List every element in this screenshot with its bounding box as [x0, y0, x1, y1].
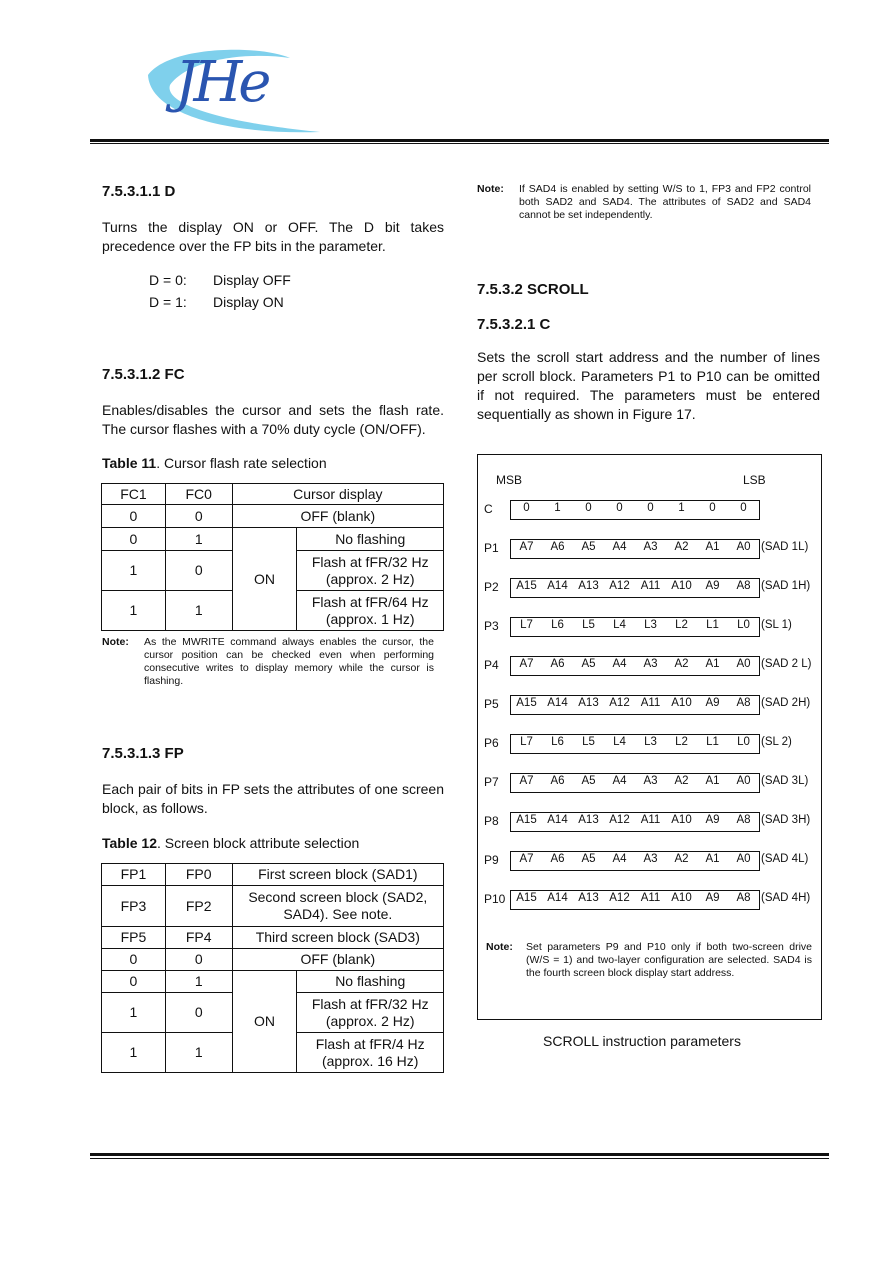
- bit-field: [510, 734, 760, 754]
- bit-field: [510, 500, 760, 520]
- bit-cell: A8: [736, 697, 751, 709]
- table-cell: FP0: [165, 864, 232, 886]
- table-11-label: Table 11: [102, 455, 157, 471]
- table-cell: FP4: [165, 927, 232, 949]
- footer-rule: [90, 1153, 829, 1156]
- bit-cell: A4: [612, 853, 627, 865]
- parameter-row: [478, 773, 821, 793]
- bit-cell: A7: [519, 658, 534, 670]
- bit-cell: A11: [640, 814, 661, 826]
- bit-cell: A2: [674, 775, 689, 787]
- table-row: [102, 864, 444, 886]
- table-cell: ON: [232, 528, 297, 631]
- bit-cell: A13: [578, 697, 599, 709]
- table-cell: 0: [165, 505, 232, 528]
- table-row: [102, 505, 444, 528]
- bit-cell: A14: [547, 814, 568, 826]
- table-cell: 1: [165, 591, 232, 631]
- table-12: [101, 863, 444, 1073]
- table-row: [102, 886, 444, 927]
- bit-cell: L0: [737, 619, 750, 631]
- parameter-row: [478, 656, 821, 676]
- bit-cell: A3: [643, 775, 658, 787]
- bit-cell: A2: [674, 541, 689, 553]
- parameter-row: [478, 851, 821, 871]
- lsb-label: LSB: [743, 473, 766, 487]
- bit-cell: A15: [516, 892, 537, 904]
- bit-cell: A1: [705, 658, 720, 670]
- bit-field: [510, 578, 760, 598]
- parameter-description: (SAD 3H): [761, 814, 811, 826]
- bit-cell: 0: [647, 502, 654, 514]
- table-cell: OFF (blank): [232, 505, 443, 528]
- bit-cell: A6: [550, 658, 565, 670]
- table-cell: No flashing: [297, 971, 444, 993]
- note-label: Note:: [477, 183, 504, 195]
- bit-cell: L4: [613, 736, 626, 748]
- bit-cell: A11: [640, 697, 661, 709]
- table-12-title: . Screen block attribute selection: [157, 835, 360, 851]
- bit-cell: A11: [640, 892, 661, 904]
- table-cell: FP2: [165, 886, 232, 927]
- msb-label: MSB: [496, 473, 523, 487]
- bit-field: [510, 812, 760, 832]
- bit-cell: L6: [551, 736, 564, 748]
- bit-cell: A1: [705, 541, 720, 553]
- header-rule-thin: [90, 143, 829, 144]
- table-cell: 1: [102, 591, 166, 631]
- bit-cell: L5: [582, 736, 595, 748]
- bit-cell: L4: [613, 619, 626, 631]
- parameter-description: (SAD 1L): [761, 541, 809, 553]
- bit-field: [510, 539, 760, 559]
- bit-cell: L2: [675, 736, 688, 748]
- parameter-label: P5: [484, 697, 499, 711]
- bit-cell: A11: [640, 580, 661, 592]
- parameter-row: [478, 812, 821, 832]
- bit-cell: L7: [520, 619, 533, 631]
- bit-cell: L1: [706, 736, 719, 748]
- bit-cell: A7: [519, 853, 534, 865]
- bit-cell: A12: [609, 892, 630, 904]
- bit-field: [510, 773, 760, 793]
- bit-cell: A15: [516, 580, 537, 592]
- parameter-label: P3: [484, 619, 499, 633]
- company-logo: [140, 40, 330, 135]
- table-cell: Flash at fFR/32 Hz (approx. 2 Hz): [297, 993, 444, 1033]
- table-cell: 1: [165, 1033, 232, 1073]
- bit-cell: A13: [578, 892, 599, 904]
- bit-cell: 0: [709, 502, 716, 514]
- parameter-label: P7: [484, 775, 499, 789]
- d-val: Display ON: [213, 294, 284, 310]
- bit-cell: A5: [581, 853, 596, 865]
- parameter-description: (SL 1): [761, 619, 792, 631]
- logo-text: JHe: [175, 50, 268, 115]
- figure-caption: SCROLL instruction parameters: [543, 1033, 741, 1049]
- bit-field: [510, 890, 760, 910]
- table-cell: 1: [102, 1033, 166, 1073]
- parameter-label: P1: [484, 541, 499, 555]
- header-cell: Cursor display: [232, 484, 443, 505]
- bit-cell: A4: [612, 541, 627, 553]
- table-cell: Second screen block (SAD2, SAD4). See note.: [232, 886, 443, 927]
- fc-description: Enables/disables the cursor and sets the flash rate. The cursor flashes with a 70% duty cycle (ON/OFF).: [102, 402, 444, 437]
- table-cell: FP1: [102, 864, 166, 886]
- bit-cell: A1: [705, 775, 720, 787]
- table-cell: 1: [165, 971, 232, 993]
- table-cell: 0: [165, 949, 232, 971]
- bit-cell: L5: [582, 619, 595, 631]
- table-12-caption: [102, 835, 359, 851]
- table-cell: No flashing: [297, 528, 444, 551]
- note-text: If SAD4 is enabled by setting W/S to 1, FP3 and FP2 control both SAD2 and SAD4. The attributes of SAD2 and SAD4 cannot be set independently.: [519, 183, 811, 221]
- bit-cell: A14: [547, 580, 568, 592]
- bit-cell: A3: [643, 658, 658, 670]
- d-key: D = 1:: [149, 294, 187, 310]
- parameter-row: [478, 578, 821, 598]
- bit-field: [510, 617, 760, 637]
- parameter-label: P9: [484, 853, 499, 867]
- bit-cell: A9: [705, 814, 720, 826]
- bit-cell: A15: [516, 697, 537, 709]
- table-cell: 0: [102, 971, 166, 993]
- bit-cell: A12: [609, 580, 630, 592]
- table-cell: OFF (blank): [232, 949, 443, 971]
- bit-cell: L3: [644, 619, 657, 631]
- table-cell: Flash at fFR/32 Hz (approx. 2 Hz): [297, 551, 444, 591]
- bit-cell: A10: [671, 697, 692, 709]
- bit-cell: A5: [581, 658, 596, 670]
- bit-field: [510, 695, 760, 715]
- heading-c: 7.5.3.2.1 C: [477, 316, 551, 333]
- bit-cell: A10: [671, 892, 692, 904]
- heading-d: 7.5.3.1.1 D: [102, 183, 176, 200]
- table-cell: FP5: [102, 927, 166, 949]
- bit-cell: A7: [519, 775, 534, 787]
- bit-cell: A5: [581, 775, 596, 787]
- table-cell: 1: [165, 528, 232, 551]
- bit-cell: A0: [736, 775, 751, 787]
- heading-fp: 7.5.3.1.3 FP: [102, 745, 184, 762]
- header-rule: [90, 139, 829, 142]
- parameter-row: [478, 539, 821, 559]
- footer-rule-thin: [90, 1158, 829, 1159]
- bit-cell: A10: [671, 814, 692, 826]
- heading-fc: 7.5.3.1.2 FC: [102, 366, 185, 383]
- bit-cell: A0: [736, 541, 751, 553]
- bit-cell: A6: [550, 853, 565, 865]
- bit-cell: A9: [705, 892, 720, 904]
- table-11-caption: [102, 455, 327, 471]
- table-cell: 0: [102, 505, 166, 528]
- note-label: Note:: [102, 636, 129, 648]
- parameter-label: P4: [484, 658, 499, 672]
- note-label: Note:: [486, 941, 513, 953]
- bit-cell: A4: [612, 658, 627, 670]
- table-11: [101, 483, 444, 631]
- bit-cell: A3: [643, 541, 658, 553]
- bit-cell: A5: [581, 541, 596, 553]
- bit-cell: A12: [609, 814, 630, 826]
- parameter-description: (SAD 1H): [761, 580, 811, 592]
- bit-cell: L2: [675, 619, 688, 631]
- bit-cell: A7: [519, 541, 534, 553]
- parameter-row: [478, 695, 821, 715]
- bit-cell: L7: [520, 736, 533, 748]
- bit-cell: A2: [674, 658, 689, 670]
- header-cell: FC0: [165, 484, 232, 505]
- parameter-description: (SAD 4L): [761, 853, 809, 865]
- parameter-row: [478, 617, 821, 637]
- table-cell: ON: [232, 971, 297, 1073]
- bit-cell: A1: [705, 853, 720, 865]
- note-text: Set parameters P9 and P10 only if both two-screen drive (W/S = 1) and two-layer configuration are selected. SAD4 is the fourth screen block display start address.: [526, 941, 812, 979]
- table-cell: 1: [102, 993, 166, 1033]
- table-row: [102, 927, 444, 949]
- table-cell: First screen block (SAD1): [232, 864, 443, 886]
- parameter-description: (SAD 2 L): [761, 658, 812, 670]
- table-cell: Third screen block (SAD3): [232, 927, 443, 949]
- bit-cell: A14: [547, 892, 568, 904]
- table-11-title: . Cursor flash rate selection: [156, 455, 327, 471]
- bit-cell: A13: [578, 580, 599, 592]
- bit-cell: 0: [740, 502, 747, 514]
- parameter-row: [478, 890, 821, 910]
- bit-cell: L3: [644, 736, 657, 748]
- bit-cell: 1: [678, 502, 685, 514]
- bit-cell: A6: [550, 541, 565, 553]
- table-row: [102, 528, 444, 551]
- d-value-row: [149, 291, 291, 313]
- d-value-row: [149, 269, 291, 291]
- table-12-label: Table 12: [102, 835, 157, 851]
- parameter-description: (SAD 3L): [761, 775, 809, 787]
- table-cell: 0: [165, 551, 232, 591]
- table-cell: Flash at fFR/4 Hz (approx. 16 Hz): [297, 1033, 444, 1073]
- table-cell: 0: [102, 528, 166, 551]
- bit-cell: A8: [736, 580, 751, 592]
- bit-cell: A9: [705, 697, 720, 709]
- bit-field: [510, 851, 760, 871]
- table-row: [102, 949, 444, 971]
- bit-field: [510, 656, 760, 676]
- parameter-label: P2: [484, 580, 499, 594]
- d-val: Display OFF: [213, 272, 291, 288]
- bit-cell: A14: [547, 697, 568, 709]
- table-cell: Flash at fFR/64 Hz (approx. 1 Hz): [297, 591, 444, 631]
- parameter-row: [478, 734, 821, 754]
- parameter-description: (SAD 4H): [761, 892, 811, 904]
- table-cell: 0: [102, 949, 166, 971]
- parameter-row: [478, 500, 821, 520]
- d-values: [149, 269, 291, 313]
- table-cell: 0: [165, 993, 232, 1033]
- parameter-description: (SAD 2H): [761, 697, 811, 709]
- bit-cell: 0: [585, 502, 592, 514]
- bit-cell: A10: [671, 580, 692, 592]
- bit-cell: 0: [616, 502, 623, 514]
- table-row: [102, 484, 444, 505]
- scroll-figure: [477, 454, 822, 1020]
- d-key: D = 0:: [149, 272, 187, 288]
- parameter-label: P6: [484, 736, 499, 750]
- bit-cell: A15: [516, 814, 537, 826]
- bit-cell: A13: [578, 814, 599, 826]
- parameter-description: (SL 2): [761, 736, 792, 748]
- bit-cell: L0: [737, 736, 750, 748]
- bit-cell: A0: [736, 658, 751, 670]
- bit-cell: A2: [674, 853, 689, 865]
- table-cell: FP3: [102, 886, 166, 927]
- bit-cell: A4: [612, 775, 627, 787]
- bit-cell: 1: [554, 502, 561, 514]
- bit-cell: A6: [550, 775, 565, 787]
- bit-cell: A3: [643, 853, 658, 865]
- bit-cell: A0: [736, 853, 751, 865]
- table-row: [102, 971, 444, 993]
- parameter-label: P8: [484, 814, 499, 828]
- c-description: Sets the scroll start address and the number of lines per scroll block. Parameters P1 to P10 can be omitted if not required. The parameters must be entered sequentially as shown in Figure 17.: [477, 349, 820, 422]
- bit-cell: A12: [609, 697, 630, 709]
- bit-cell: 0: [523, 502, 530, 514]
- parameter-label: C: [484, 502, 493, 516]
- bit-cell: A9: [705, 580, 720, 592]
- header-cell: FC1: [102, 484, 166, 505]
- bit-cell: A8: [736, 814, 751, 826]
- bit-cell: L6: [551, 619, 564, 631]
- table-cell: 1: [102, 551, 166, 591]
- parameter-label: P10: [484, 892, 506, 906]
- fp-description: Each pair of bits in FP sets the attributes of one screen block, as follows.: [102, 781, 444, 816]
- bit-cell: A8: [736, 892, 751, 904]
- note-text: As the MWRITE command always enables the cursor, the cursor position can be checked even when performing consecutive writes to display memory while the cursor is flashing.: [144, 636, 434, 687]
- d-description: Turns the display ON or OFF. The D bit takes precedence over the FP bits in the parameter.: [102, 219, 444, 254]
- bit-cell: L1: [706, 619, 719, 631]
- heading-scroll: 7.5.3.2 SCROLL: [477, 281, 589, 298]
